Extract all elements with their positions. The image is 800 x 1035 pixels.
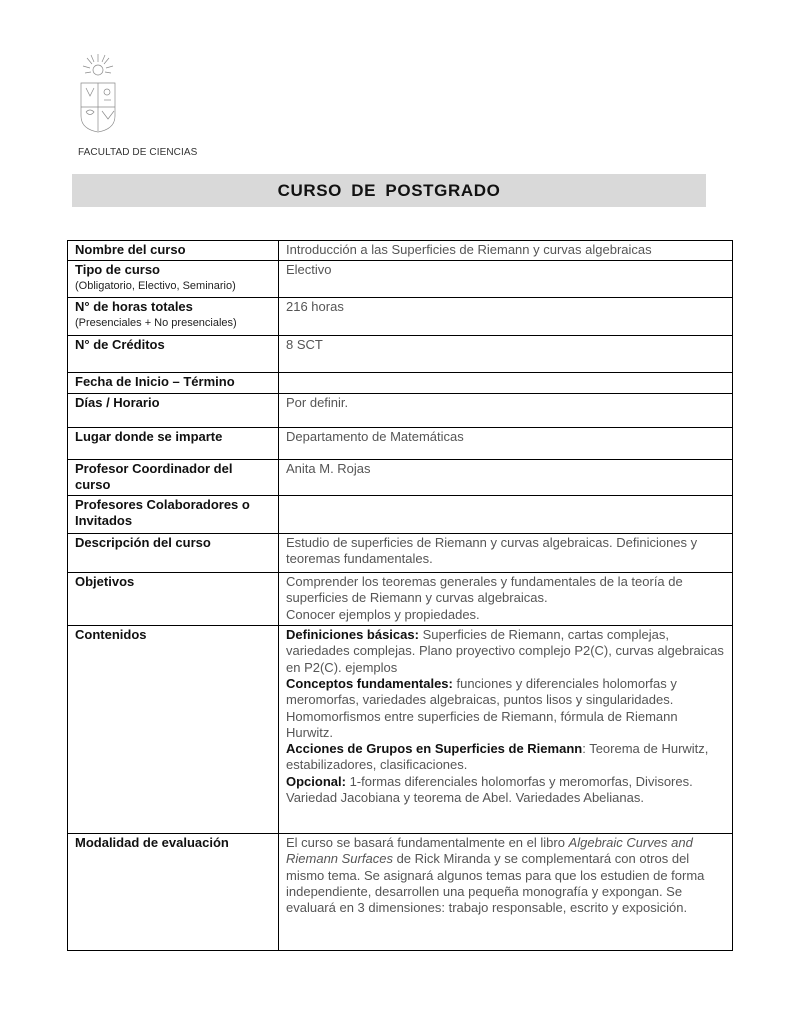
value-creditos: 8 SCT [279, 336, 733, 373]
label-horas-sub: (Presenciales + No presenciales) [75, 316, 237, 329]
row-lugar [68, 427, 733, 459]
row-profesor [68, 459, 733, 496]
course-info-table [67, 240, 733, 951]
faculty-name: FACULTAD DE CIENCIAS [78, 147, 198, 158]
contenidos-item: Opcional: 1-formas diferenciales holomorfas y meromorfas, Divisores. Variedad Jacobiana y teorema de Abel. Variedades Abelianas. [286, 773, 693, 806]
label-tipo-sub: (Obligatorio, Electivo, Seminario) [75, 279, 236, 292]
value-objetivos: Comprender los teoremas generales y fundamentales de la teoría de superficies de Riemann y curvas algebraicas. Conocer ejemplos y propiedades. [279, 573, 733, 626]
label-horas: N° de horas totales (Presenciales + No presenciales) [68, 298, 279, 336]
contenidos-item: Conceptos fundamentales: funciones y diferenciales holomorfas y meromorfas, variedades algebraicas, puntos lisos y singularidades. Homomorfismos entre superficies de Riemann, fórmula de Riemann Hurwitz. [286, 675, 678, 740]
row-contenidos [68, 626, 733, 834]
row-objetivos [68, 573, 733, 626]
contenidos-item: Acciones de Grupos en Superficies de Riemann: Teorema de Hurwitz, estabilizadores, clasificaciones. [286, 741, 709, 773]
row-descripcion [68, 534, 733, 573]
row-horas [68, 298, 733, 336]
row-tipo [68, 261, 733, 298]
row-colaboradores [68, 496, 733, 534]
value-modalidad: El curso se basará fundamentalmente en el libro Algebraic Curves and Riemann Surfaces de Rick Miranda y se complementará con otros del mismo tema. Se asignará algunos temas para que los estudien de forma independiente, desarrollen una pequeña monografía y expongan. Se evaluará en 3 dimensiones: trabajo responsable, escrito y exposición. [279, 834, 733, 951]
value-lugar: Departamento de Matemáticas [279, 427, 733, 459]
row-modalidad [68, 834, 733, 951]
book-title: Algebraic Curves and Riemann Surfaces [286, 835, 693, 867]
label-creditos: N° de Créditos [68, 336, 279, 373]
value-contenidos [279, 626, 733, 834]
value-dias: Por definir. [279, 393, 733, 427]
row-fecha [68, 373, 733, 393]
label-tipo: Tipo de curso (Obligatorio, Electivo, Seminario) [68, 261, 279, 298]
label-descripcion: Descripción del curso [68, 534, 279, 573]
value-tipo: Electivo [279, 261, 733, 298]
value-profesor: Anita M. Rojas [279, 459, 733, 496]
label-dias: Días / Horario [68, 393, 279, 427]
value-horas: 216 horas [279, 298, 733, 336]
label-modalidad: Modalidad de evaluación [68, 834, 279, 951]
value-descripcion: Estudio de superficies de Riemann y curvas algebraicas. Definiciones y teoremas fundamentales. [279, 534, 733, 573]
row-dias [68, 393, 733, 427]
contenidos-item: Definiciones básicas: Superficies de Riemann, cartas complejas, variedades complejas. Plano proyectivo complejo P2(C), curvas algebraicas en P2(C). ejemplos [286, 627, 724, 675]
label-lugar: Lugar donde se imparte [68, 427, 279, 459]
row-nombre [68, 241, 733, 261]
label-fecha: Fecha de Inicio – Término [68, 373, 279, 393]
label-contenidos: Contenidos [68, 626, 279, 834]
university-crest-icon [78, 52, 118, 134]
label-objetivos: Objetivos [68, 573, 279, 626]
label-nombre: Nombre del curso [68, 241, 279, 261]
page-title: CURSO DE POSTGRADO [277, 181, 501, 200]
value-nombre: Introducción a las Superficies de Riemann y curvas algebraicas [279, 241, 733, 261]
value-colaboradores [279, 496, 733, 534]
label-colaboradores: Profesores Colaboradores o Invitados [68, 496, 279, 534]
label-profesor: Profesor Coordinador del curso [68, 459, 279, 496]
title-banner [72, 174, 706, 207]
value-fecha [279, 373, 733, 393]
row-creditos [68, 336, 733, 373]
